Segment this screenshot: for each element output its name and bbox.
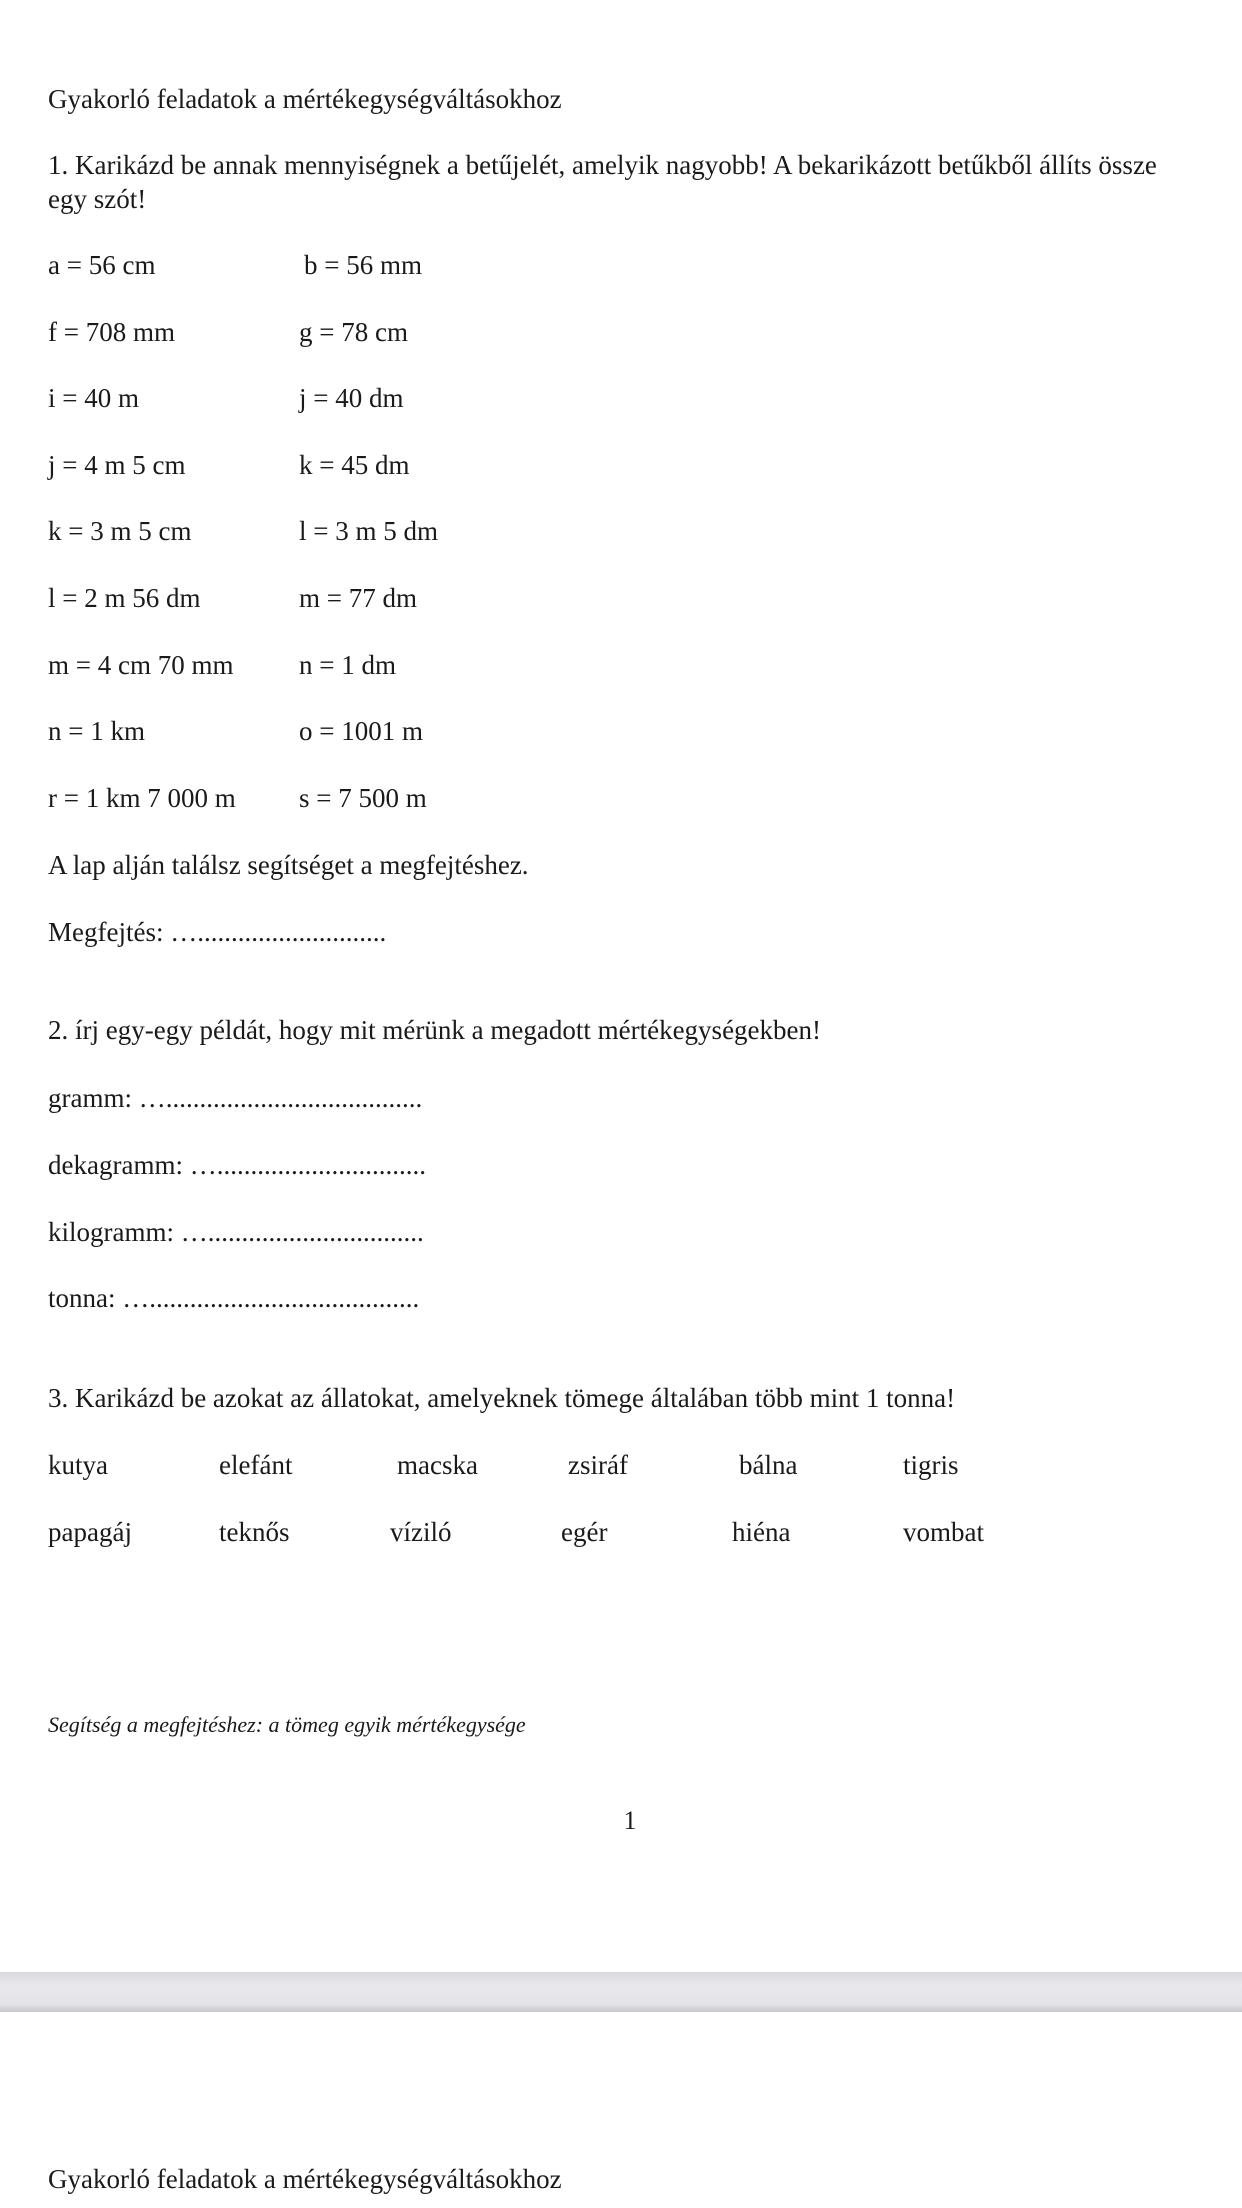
measure-right[interactable]: m = 77 dm <box>299 583 417 613</box>
measure-left[interactable]: n = 1 km <box>48 716 145 746</box>
measure-right[interactable]: k = 45 dm <box>299 450 410 480</box>
measure-pair-row <box>0 514 1242 548</box>
animal-option[interactable]: macska <box>397 1450 478 1480</box>
animal-option[interactable]: egér <box>561 1517 608 1547</box>
measure-pair-row <box>0 315 1242 349</box>
measure-pair-row <box>0 648 1242 682</box>
measure-pair-row <box>0 581 1242 615</box>
measure-pair-row <box>0 781 1242 815</box>
measure-left[interactable]: j = 4 m 5 cm <box>48 450 186 480</box>
page-separator <box>0 1972 1242 2012</box>
animal-option[interactable]: kutya <box>48 1450 108 1480</box>
animal-option[interactable]: hiéna <box>732 1517 791 1547</box>
worksheet-page-2 <box>0 2012 1242 2208</box>
task2-line-tonna: tonna: …........................................ <box>48 1283 420 1313</box>
task1-solution-line: Megfejtés: …............................ <box>48 917 387 947</box>
measure-left[interactable]: r = 1 km 7 000 m <box>48 783 236 813</box>
page-number: 1 <box>623 1806 637 1835</box>
measure-left[interactable]: m = 4 cm 70 mm <box>48 650 234 680</box>
animal-option[interactable]: tigris <box>903 1450 959 1480</box>
animal-option[interactable]: bálna <box>739 1450 798 1480</box>
measure-right[interactable]: o = 1001 m <box>299 716 423 746</box>
animal-option[interactable]: víziló <box>390 1517 452 1547</box>
measure-pair-row <box>0 381 1242 415</box>
measure-pair-row <box>0 714 1242 748</box>
animal-option[interactable]: vombat <box>903 1517 984 1547</box>
task2-line-kilogramm: kilogramm: …................................ <box>48 1217 424 1247</box>
task2-line-gramm: gramm: …...................................... <box>48 1083 423 1113</box>
animal-row-2 <box>0 1515 1242 1549</box>
task2-instruction: 2. írj egy-egy példát, hogy mit mérünk a megadott mértékegységekben! <box>48 1015 822 1045</box>
measure-right[interactable]: j = 40 dm <box>299 383 404 413</box>
task1-help-note: A lap alján találsz segítséget a megfejtéshez. <box>48 850 529 880</box>
measure-pair-row <box>0 448 1242 482</box>
task3-instruction: 3. Karikázd be azokat az állatokat, amelyeknek tömege általában több mint 1 tonna! <box>48 1383 956 1413</box>
task1-instruction: 1. Karikázd be annak mennyiségnek a betűjelét, amelyik nagyobb! A bekarikázott betűkből állíts össze egy szót! <box>48 150 1157 214</box>
animal-option[interactable]: teknős <box>219 1517 290 1547</box>
measure-left[interactable]: k = 3 m 5 cm <box>48 516 192 546</box>
next-page-title: Gyakorló feladatok a mértékegységváltásokhoz <box>48 2164 562 2194</box>
document-title: Gyakorló feladatok a mértékegységváltásokhoz <box>48 84 562 114</box>
measure-right[interactable]: b = 56 mm <box>304 250 422 280</box>
measure-left[interactable]: a = 56 cm <box>48 250 156 280</box>
measure-left[interactable]: i = 40 m <box>48 383 139 413</box>
measure-pair-row <box>0 248 1242 282</box>
measure-left[interactable]: f = 708 mm <box>48 317 175 347</box>
measure-left[interactable]: l = 2 m 56 dm <box>48 583 201 613</box>
measure-right[interactable]: n = 1 dm <box>299 650 396 680</box>
animal-row-1 <box>0 1448 1242 1482</box>
task2-line-dekagramm: dekagramm: …............................... <box>48 1150 426 1180</box>
measure-right[interactable]: s = 7 500 m <box>299 783 427 813</box>
footer-hint: Segítség a megfejtéshez: a tömeg egyik mértékegysége <box>48 1712 526 1737</box>
animal-option[interactable]: papagáj <box>48 1517 132 1547</box>
animal-option[interactable]: zsiráf <box>568 1450 628 1480</box>
measure-right[interactable]: l = 3 m 5 dm <box>299 516 438 546</box>
animal-option[interactable]: elefánt <box>219 1450 293 1480</box>
measure-right[interactable]: g = 78 cm <box>299 317 408 347</box>
